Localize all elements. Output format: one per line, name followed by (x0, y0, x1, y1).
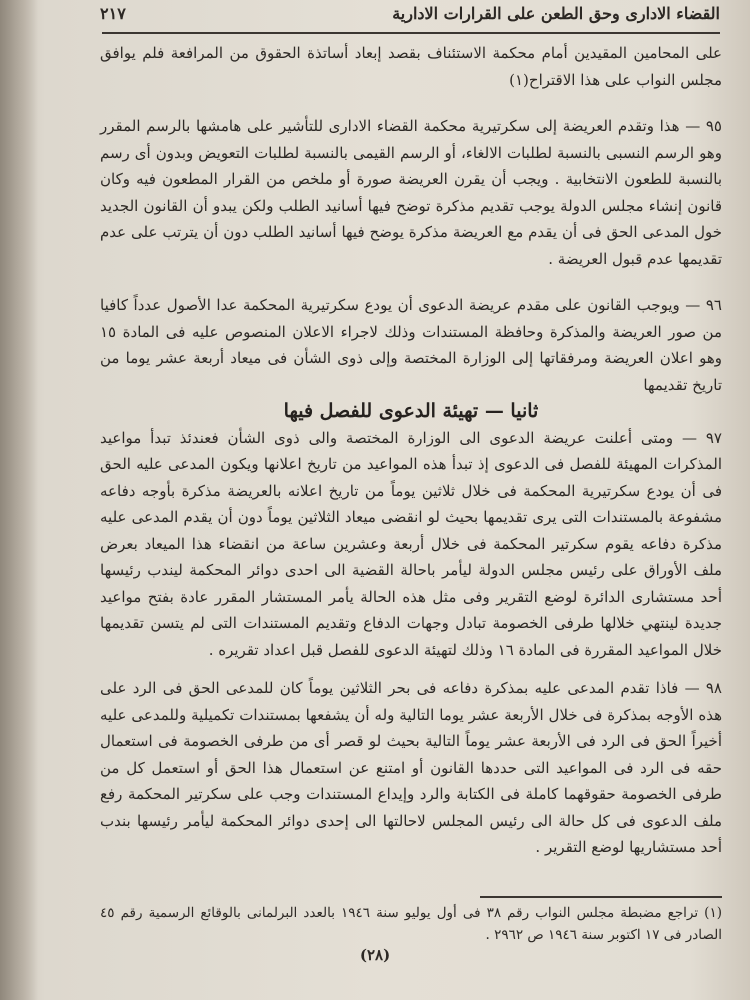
footnote: (١) تراجع مضبطة مجلس النواب رقم ٣٨ فى أول يوليو سنة ١٩٤٦ بالعدد البرلمانى بالوقائع الرسمية رقم ٤٥ الصادر فى ١٧ اكتوبر سنة ١٩٤٦ ص ٢٩٦٢ . (100, 905, 722, 943)
header-rule (102, 32, 720, 34)
body-text (100, 40, 722, 861)
paragraph-96: ٩٦ — ويوجب القانون على مقدم عريضة الدعوى أن يودع سكرتيرية المحكمة عدا الأصول عدداً كافيا من صور العريضة والمذكرة وحافظة المستندات وذلك لاجراء الاعلان المنصوص عليه فى المادة ١٥ وهو اعلان العريضة ومرفقاتها إلى الوزارة المختصة وإلى ذوى الشأن فى ميعاد أربعة عشر يوما من تاريخ تقديمها (100, 296, 723, 394)
folio-number: (٢٨) (359, 946, 391, 964)
book-spine-shadow (0, 0, 38, 1000)
paragraph-98: ٩٨ — فاذا تقدم المدعى عليه بمذكرة دفاعه فى بحر الثلاثين يوماً كان للمدعى الحق فى الرد على هذه الأوجه بمذكرة فى خلال الأربعة عشر يوما التالية وله أن يشفعها بمستندات تكميلية وللمدعى عليه أخيراً الحق فى الرد فى الأربعة عشر يوماً التالية بحيث لو قصر أى من طرفى الخصومة فى استعمال حقه فى الرد فى المواعيد التى حددها القانون أو امتنع عن استعمال هذا الحق أو استعمل كل من طرفى الخصومة حقوقهما كاملة فى الكتابة والرد وإيداع المستندات وجب على سكرتير المحكمة رفع ملف الدعوى فى كل حالة الى رئيس المجلس لاحالتها الى إحدى دوائر المحكمة ليأمر رئيسها بندب أحد مستشاريها لوضع التقرير . (100, 679, 722, 856)
paragraph-97: ٩٧ — ومتى أعلنت عريضة الدعوى الى الوزارة المختصة والى ذوى الشأن فعندئذ تبدأ مواعيد المذكرات المهيئة للفصل فى الدعوى إذ تبدأ هذه المواعيد من تاريخ اعلانها ويكون المدعى عليه الحق فى أن يودع سكرتيرية المحكمة فى خلال ثلاثين يوماً من تاريخ اعلانه بالعريضة مذكرة بأوجه دفاعه مشفوعة بالمستندات التى يرى تقديمها بحيث لو انقضى ميعاد الثلاثين يوماً دون أن يقدم المدعى عليه مذكرة دفاعه يقوم سكرتير المحكمة فى خلال أربعة وعشرين ساعة من انقضاء هذا الميعاد بعرض ملف الأوراق على رئيس مجلس الدولة ليأمر باحالة القضية الى احدى دوائر المحكمة ليندب رئيسها أحد مستشارى الدائرة لوضع التقرير وفى مثل هذه الحالة يأمر المستشار المقرر عادة بفتح مواعيد جديدة لينتهي خلالها طرفى الخصومة تبادل وجهات الدفاع وتقديم المستندات التى لم يتسن تقديمها خلال المواعيد المقررة فى المادة ١٦ وذلك لتهيئة الدعوى للفصل قبل اعداد تقريره . (100, 428, 722, 659)
footnote-rule (480, 896, 722, 898)
paragraph-95: ٩٥ — هذا وتقدم العريضة إلى سكرتيرية محكمة القضاء الادارى للتأشير على هامشها بالرسم المقرر وهو الرسم النسبى بالنسبة لطلبات الالغاء، أو الرسم القيمى بالنسبة لطلبات التعويض وبدون أى رسم بالنسبة للطعون الانتخابية . ويجب أن يقرن العريضة صورة أو ملخص من القرار المطعون فيه وكان قانون إنشاء مجلس الدولة يوجب تقديم مذكرة توضح فيها أسانيد الطلب ولكن يبدو أن القانون الجديد خول المدعى الحق فى أن يقدم مع العريضة مذكرة يوضح فيها أسانيد الطلب دون أن يترتب على عدم تقديمها عدم قبول العريضة . (100, 117, 722, 268)
running-header-title: القضاء الادارى وحق الطعن على القرارات الادارية (392, 4, 720, 23)
section-heading: ثانيا — تهيئة الدعوى للفصل فيها (283, 400, 539, 422)
paragraph-intro: على المحامين المقيدين أمام محكمة الاستئناف بقصد إبعاد أساتذة الحقوق من المرافعة فلم يوافق مجلس النواب على هذا الاقتراح(١) (100, 44, 722, 89)
running-header (100, 4, 720, 34)
page-number: ٢١٧ (100, 4, 126, 23)
